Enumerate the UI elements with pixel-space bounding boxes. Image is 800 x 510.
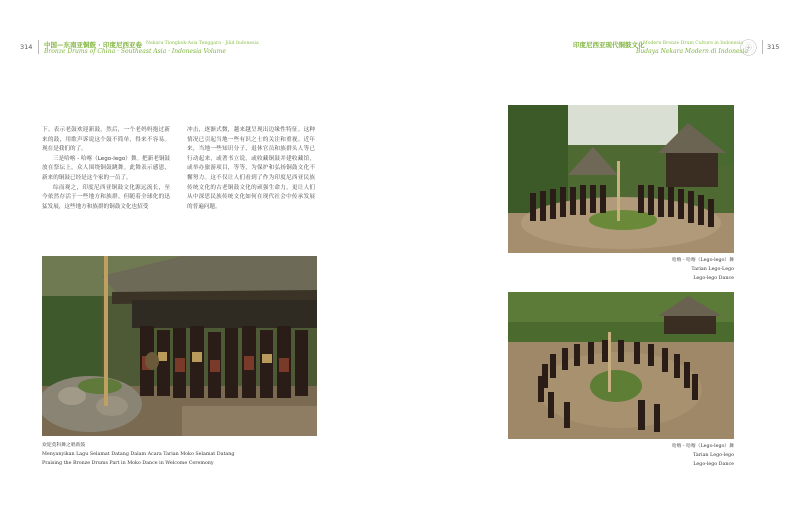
photo-lego-lego-dance-2	[508, 292, 734, 439]
paragraph: 下。表示老鼓欢迎新鼓。然后，一个老妈妈抱过新来的鼓，用歌声诉说这个鼓不简单，得来不容易。现在是我们的了。	[42, 127, 170, 153]
paragraph: 综而观之，印度尼西亚铜鼓文化源远流长，至今依然存活于一些地方和族群。但随着全球化的迅猛发展，这些地方和族群的铜鼓文化也招受	[42, 184, 170, 210]
body-text-column-1	[42, 126, 170, 212]
paragraph: 冲击，逐渐式微，越来越呈现出边缘性特征。这种情况已引起当地一些有识之士的关注和重视。近年来，当地一些知识分子、退休官员和族群头人等已行动起来，或著书立说，或收藏铜鼓并建收藏馆，或举办旅游项目，等等，为保护和弘扬铜鼓文化不懈努力。这不仅让人们看到了作为印度尼西亚民族传统文化的古老铜鼓文化的顽强生命力，更让人们从中深思民族传统文化如何在现代社会中传承发展的普遍问题。	[187, 127, 315, 210]
paragraph: 三是哈喀 - 哈喀（Lego-lego）舞。把新老铜鼓放在祭坛上，众人围绕铜鼓跳舞。此舞表示感恩，新来的铜鼓已经是这个家的一员了。	[42, 155, 171, 181]
body-text-column-2	[187, 126, 315, 212]
caption-en-right-1: Lego-lego Dance	[693, 276, 734, 281]
caption-cn-right-2: 哈喀 - 哈喀（Lego-lego）舞	[671, 444, 734, 449]
caption-cn-right-1: 哈喀 - 哈喀（Lego-lego）舞	[671, 258, 734, 263]
caption-id-left: Menyanyikan Lagu Selamat Datang Dalam Acara Tarian Moko Selamat Datang	[42, 452, 235, 457]
header-subtitle-right: Modern Bronze Drum Culture in Indonesia	[643, 41, 744, 46]
header-title-en-left: Bronze Drums of China · Southeast Asia · Indonesia Volume	[44, 48, 226, 55]
caption-en-right-2: Lego-lego Dance	[693, 462, 734, 467]
photo-lego-lego-dance-1	[508, 105, 734, 253]
caption-id-right-1: Tarian Lego-Lego	[691, 267, 734, 272]
page-number-left: 314	[20, 43, 33, 51]
page-number-right: 315	[767, 43, 780, 51]
photo-moko-welcome-dance	[42, 256, 317, 436]
caption-id-right-2: Tarian Lego-lego	[693, 453, 734, 458]
caption-cn-left: 欢迎莫科舞之唱新鼓	[42, 443, 86, 448]
header-title-cn-left: 中国—东南亚铜鼓 · 印度尼西亚卷	[44, 41, 142, 49]
header-subtitle-left: Nekara Tiongkok-Asia Tenggara · Jilid Indonesia	[146, 41, 259, 46]
header-title-en-right: Budaya Nekara Modern di Indonesia	[636, 48, 749, 55]
caption-en-left: Praising the Bronze Drums Part in Moko Dance in Welcome Ceremony	[42, 461, 214, 466]
header-divider-right	[762, 40, 763, 54]
header-title-cn-right: 印度尼西亚现代铜鼓文化	[573, 41, 645, 49]
header-divider-left	[38, 40, 39, 54]
bronze-drum-emblem-icon	[740, 39, 757, 56]
